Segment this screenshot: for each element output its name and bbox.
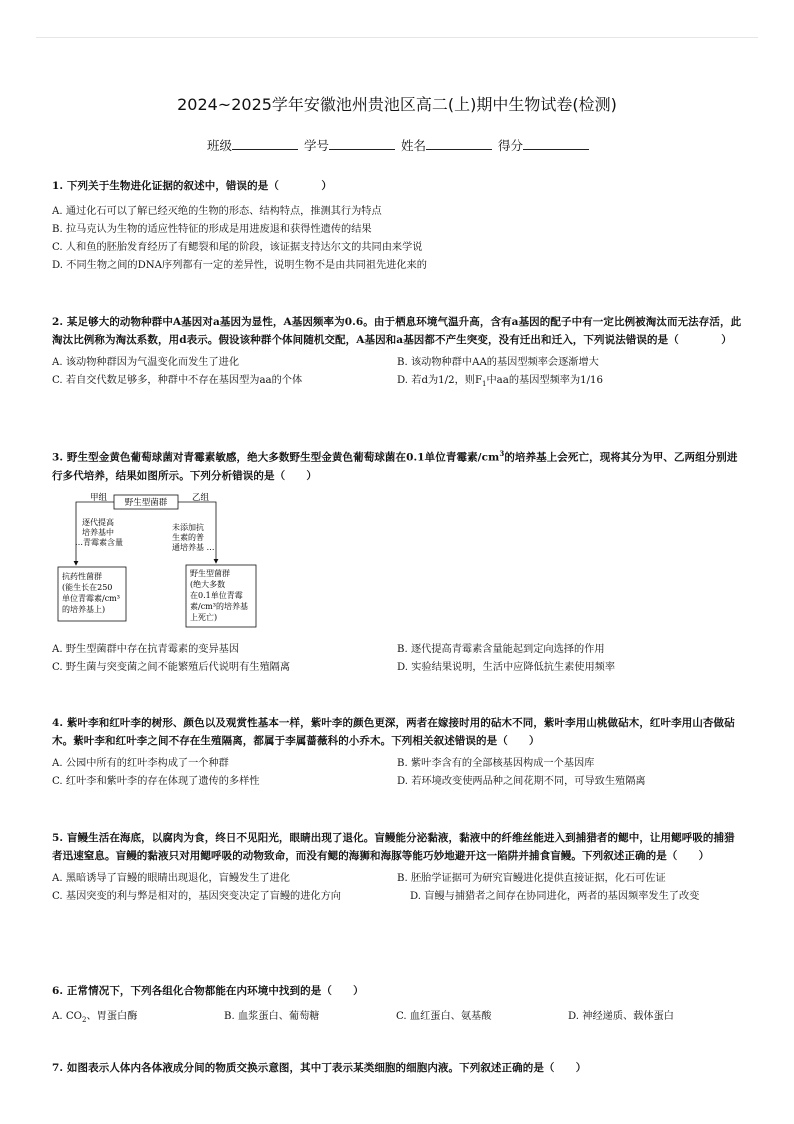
left-arrow-line-1: 逐代提高 <box>82 518 114 527</box>
q5-option-d[interactable]: D. 盲鳗与捕猎者之间存在协同进化，两者的基因频率发生了改变 <box>410 891 700 902</box>
class-blank[interactable] <box>232 139 298 150</box>
left-arrow-line-3: …青霉素含量 <box>75 538 123 547</box>
right-box-line-3: 在0.1单位青霉 <box>190 591 243 600</box>
question-3-stem: 3. 野生型金黄色葡萄球菌对青霉素敏感，绝大多数野生型金黄色葡萄球菌在0.1单位青霉素$/cm^3$的培养基上会死亡，现将其分为甲、乙两组分别进行多代培养，结果如图所示。下列分析错误的是（ ） <box>52 449 738 482</box>
q6-option-a[interactable]: A. $CO_2$、胃蛋白酶 <box>52 1011 138 1025</box>
q5-option-a[interactable]: A. 黑暗诱导了盲鳗的眼睛出现退化，盲鳗发生了进化 <box>52 873 290 884</box>
q2-option-d[interactable]: D. 若d为1/2，则$F_1$中aa的基因型频率为1/16 <box>397 375 604 389</box>
question-1-stem: 1. 下列关于生物进化证据的叙述中，错误的是（ ） <box>52 180 332 192</box>
right-box-line-2: (绝大多数 <box>190 580 226 589</box>
q5-option-b[interactable]: B. 胚胎学证据可为研究盲鳗进化提供直接证据，化石可佐证 <box>397 873 666 884</box>
q3-option-a[interactable]: A. 野生型菌群中存在抗青霉素的变异基因 <box>52 644 240 655</box>
student-info-line <box>0 136 794 154</box>
top-box-label: 野生型菌群 <box>124 498 168 508</box>
q2-option-b[interactable]: B. 该动物种群中AA的基因型频率会逐渐增大 <box>397 357 599 368</box>
right-box-line-5: 上死亡) <box>190 613 218 622</box>
q3-option-c[interactable]: C. 野生菌与突变菌之间不能繁殖后代说明有生殖隔离 <box>52 662 291 673</box>
right-arrow-line-2: 生素的普 <box>172 533 204 542</box>
left-box-line-3: 单位青霉素/cm³ <box>62 594 120 603</box>
q3-option-d[interactable]: D. 实验结果说明，生活中应降低抗生素使用频率 <box>397 662 616 673</box>
q1-option-a[interactable]: A. 通过化石可以了解已经灭绝的生物的形态、结构特点，推测其行为特点 <box>52 206 382 217</box>
group-b-label: 乙组 <box>192 493 210 503</box>
q6-option-d[interactable]: D. 神经递质、载体蛋白 <box>568 1011 674 1022</box>
name-blank[interactable] <box>426 139 492 150</box>
question-4 <box>52 714 742 791</box>
q2-option-c[interactable]: C. 若自交代数足够多，种群中不存在基因型为aa的个体 <box>52 375 303 386</box>
question-5-stem: 5. 盲鳗生活在海底，以腐肉为食，终日不见阳光，眼睛出现了退化。盲鳗能分泌黏液，黏液中的纤维丝能进入到捕猎者的鳃中，让用鳃呼吸的捕猎者迅速窒息。盲鳗的黏液只对用鳃呼吸的动物致命，而没有鳃的海狮和海豚等能巧妙地避开这一陷阱并捕食盲鳗。下列叙述正确的是（ ） <box>52 832 735 862</box>
q4-option-d[interactable]: D. 若环境改变使两品种之间花期不同，可导致生殖隔离 <box>397 776 646 787</box>
header-divider <box>36 37 758 38</box>
id-blank[interactable] <box>329 139 395 150</box>
left-arrow-line-2: 培养基中 <box>82 528 114 537</box>
question-4-stem: 4. 紫叶李和红叶李的树形、颜色以及观赏性基本一样，紫叶李的颜色更深，两者在嫁接时用的砧木不同，紫叶李用山桃做砧木，红叶李用山杏做砧木。紫叶李和红叶李之间不存在生殖隔离，都属于李属蔷薇科的小乔木。下列相关叙述错误的是（ ） <box>52 717 735 747</box>
right-box-line-1: 野生型菌群 <box>190 569 230 578</box>
q2-option-a[interactable]: A. 该动物种群因为气温变化而发生了进化 <box>52 357 240 368</box>
q6-option-c[interactable]: C. 血红蛋白、氨基酸 <box>396 1011 492 1022</box>
question-6-stem: 6. 正常情况下，下列各组化合物都能在内环境中找到的是（ ） <box>52 985 364 997</box>
page-title: 2024~2025学年安徽池州贵池区高二(上)期中生物试卷(检测) <box>177 95 617 114</box>
question-2 <box>52 313 742 393</box>
right-arrow-line-1: 未添加抗 <box>172 523 204 532</box>
q4-option-a[interactable]: A. 公园中所有的红叶李构成了一个种群 <box>52 758 229 769</box>
q6-option-b[interactable]: B. 血浆蛋白、葡萄糖 <box>224 1011 320 1022</box>
right-arrow-line-3: 通培养基 … <box>172 543 215 552</box>
left-box-line-2: (能生长在250 <box>62 583 113 592</box>
q4-option-c[interactable]: C. 红叶李和紫叶李的存在体现了遗传的多样性 <box>52 776 260 787</box>
name-label: 姓名 <box>400 138 426 153</box>
id-label: 学号 <box>303 138 329 153</box>
bacteria-experiment-figure <box>56 490 276 630</box>
q1-option-d[interactable]: D. 不同生物之间的DNA序列都有一定的差异性，说明生物不是由共同祖先进化来的 <box>52 260 427 271</box>
question-1 <box>52 177 742 275</box>
score-label: 得分 <box>497 138 523 153</box>
question-3 <box>52 445 742 485</box>
score-blank[interactable] <box>523 139 589 150</box>
question-7 <box>52 1059 742 1077</box>
class-label: 班级 <box>206 138 232 153</box>
question-3-options <box>52 641 742 677</box>
question-6 <box>52 982 742 1029</box>
q4-option-b[interactable]: B. 紫叶李含有的全部核基因构成一个基因库 <box>397 758 595 769</box>
group-a-label: 甲组 <box>90 493 108 503</box>
q5-option-c[interactable]: C. 基因突变的利与弊是相对的，基因突变决定了盲鳗的进化方向 <box>52 891 341 902</box>
left-box-line-1: 抗药性菌群 <box>62 572 102 581</box>
question-7-stem: 7. 如图表示人体内各体液成分间的物质交换示意图，其中丁表示某类细胞的细胞内液。下列叙述正确的是（ ） <box>52 1062 587 1074</box>
q1-option-b[interactable]: B. 拉马克认为生物的适应性特征的形成是用进废退和获得性遗传的结果 <box>52 224 372 235</box>
q1-option-c[interactable]: C. 人和鱼的胚胎发育经历了有鳃裂和尾的阶段，该证据支持达尔文的共同由来学说 <box>52 242 423 253</box>
question-2-stem: 2. 某足够大的动物种群中A基因对a基因为显性，A基因频率为0.6。由于栖息环境气温升高，含有a基因的配子中有一定比例被淘汰而无法存活，此淘汰比例称为淘汰系数，用d表示。假设该种群个体间随机交配，A基因和a基因都不产生突变，没有迁出和迁入，下列说法错误的是（ ） <box>52 316 742 346</box>
q3-option-b[interactable]: B. 逐代提高青霉素含量能起到定向选择的作用 <box>397 644 605 655</box>
right-box-line-4: 素/cm³的培养基 <box>190 602 248 611</box>
left-box-line-4: 的培养基上) <box>62 605 106 614</box>
question-5 <box>52 829 742 906</box>
